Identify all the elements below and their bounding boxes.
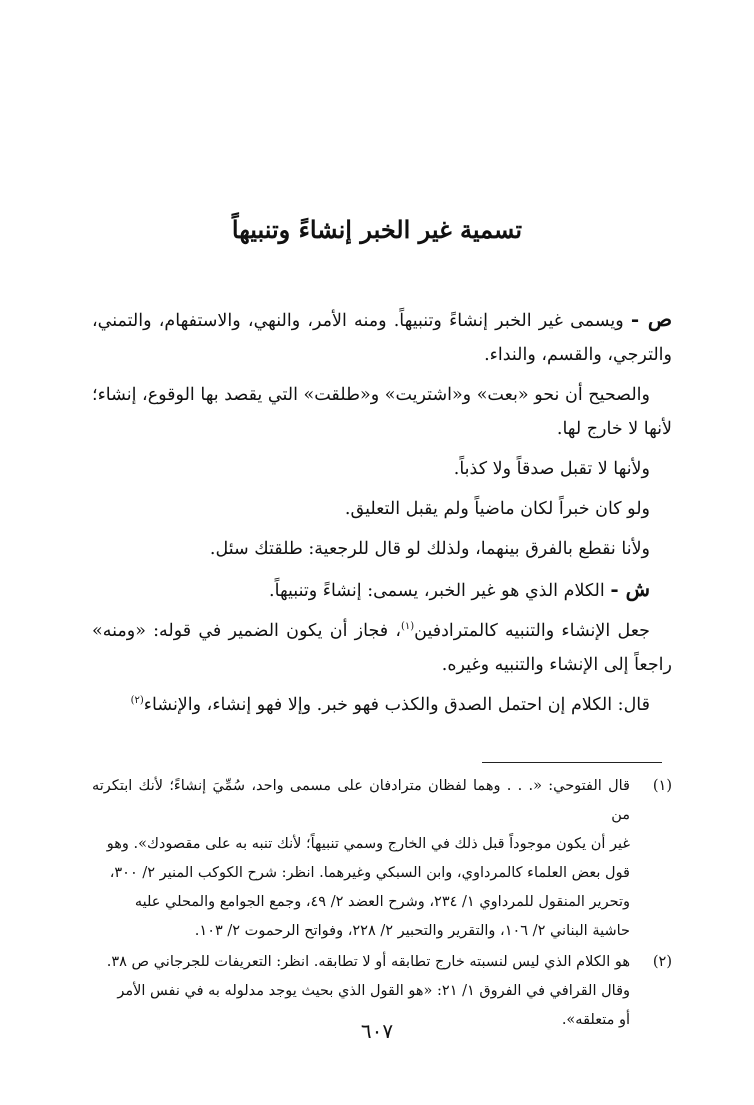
- footnote-line: قول بعض العلماء كالمرداوي، وابن السبكي وغيرهما. انظر: شرح الكوكب المنير ٢/ ٣٠٠،: [109, 865, 630, 881]
- paragraph-text: جعل الإنشاء والتنبيه كالمترادفين: [414, 621, 650, 641]
- main-text: [92, 302, 672, 728]
- paragraph-4: ولو كان خبراً لكان ماضياً ولم يقبل التعليق.: [344, 499, 650, 519]
- paragraph-8: [92, 688, 672, 722]
- footnote-line: أو متعلقه».: [561, 1012, 630, 1028]
- footnote-line: وقال القرافي في الفروق ١/ ٢١: «هو القول الذي بحيث يوجد مدلوله به في نفس الأمر: [117, 983, 630, 999]
- footnote-number: (٢): [652, 954, 672, 970]
- footnote-line: قال الفتوحي: «. . . وهما لفظان مترادفان على مسمى واحد، سُمِّيَ إنشاءً؛ لأنك ابتكرته من: [92, 778, 630, 823]
- paragraph-text: قال: الكلام إن احتمل الصدق والكذب فهو خبر. وإلا فهو إنشاء، والإنشاء: [143, 695, 650, 715]
- footnote-number: (١): [652, 778, 672, 794]
- footnotes: [92, 772, 672, 1037]
- footnote-1: [92, 772, 672, 946]
- section-title: تسمية غير الخبر إنشاءً وتنبيهاً: [231, 215, 523, 244]
- footnote-line: غير أن يكون موجوداً قبل ذلك في الخارج وسمي تنبيهاً؛ لأنك تنبه به على مقصودك». وهو: [106, 836, 630, 852]
- footnote-line: هو الكلام الذي ليس لنسبته خارج تطابقه أو لا تطابقه. انظر: التعريفات للجرجاني ص ٣٨.: [106, 954, 630, 970]
- paragraph-2: والصحيح أن نحو «بعت» و«اشتريت» و«طلقت» التي يقصد بها الوقوع، إنشاء؛ لأنها لا خارج لها.: [92, 385, 672, 439]
- paragraph-3: ولأنها لا تقبل صدقاً ولا كذباً.: [453, 459, 650, 479]
- sharh-marker: ش -: [610, 577, 650, 601]
- paragraph-text: ، فجاز أن يكون الضمير في قوله: «ومنه» راجعاً إلى الإنشاء والتنبيه وغيره.: [92, 621, 672, 675]
- paragraph-5: ولأنا نقطع بالفرق بينهما، ولذلك لو قال للرجعية: طلقتك سئل.: [209, 539, 650, 559]
- footnote-ref-2[interactable]: (٢): [130, 695, 144, 707]
- matn-marker: ص -: [630, 307, 672, 331]
- footnote-separator: [482, 762, 662, 763]
- footnote-line: وتحرير المنقول للمرداوي ١/ ٢٣٤، وشرح العضد ٢/ ٤٩، وجمع الجوامع والمحلي عليه: [134, 894, 630, 910]
- paragraph-text: الكلام الذي هو غير الخبر، يسمى: إنشاءً وتنبيهاً.: [269, 581, 611, 601]
- paragraph-sharh-1: [92, 572, 672, 608]
- footnote-line: حاشية البناني ٢/ ١٠٦، والتقرير والتحبير ٢/ ٢٢٨، وفواتح الرحموت ٢/ ١٠٣.: [194, 923, 630, 939]
- footnote-ref-1[interactable]: (١): [400, 621, 415, 633]
- page-number: ٦٠٧: [360, 1019, 394, 1043]
- paragraph-7: [92, 614, 672, 682]
- paragraph-matn-1: [92, 302, 672, 372]
- paragraph-text: ويسمى غير الخبر إنشاءً وتنبيهاً. ومنه الأمر، والنهي، والاستفهام، والتمني، والترجي، والقسم، والنداء.: [92, 311, 672, 365]
